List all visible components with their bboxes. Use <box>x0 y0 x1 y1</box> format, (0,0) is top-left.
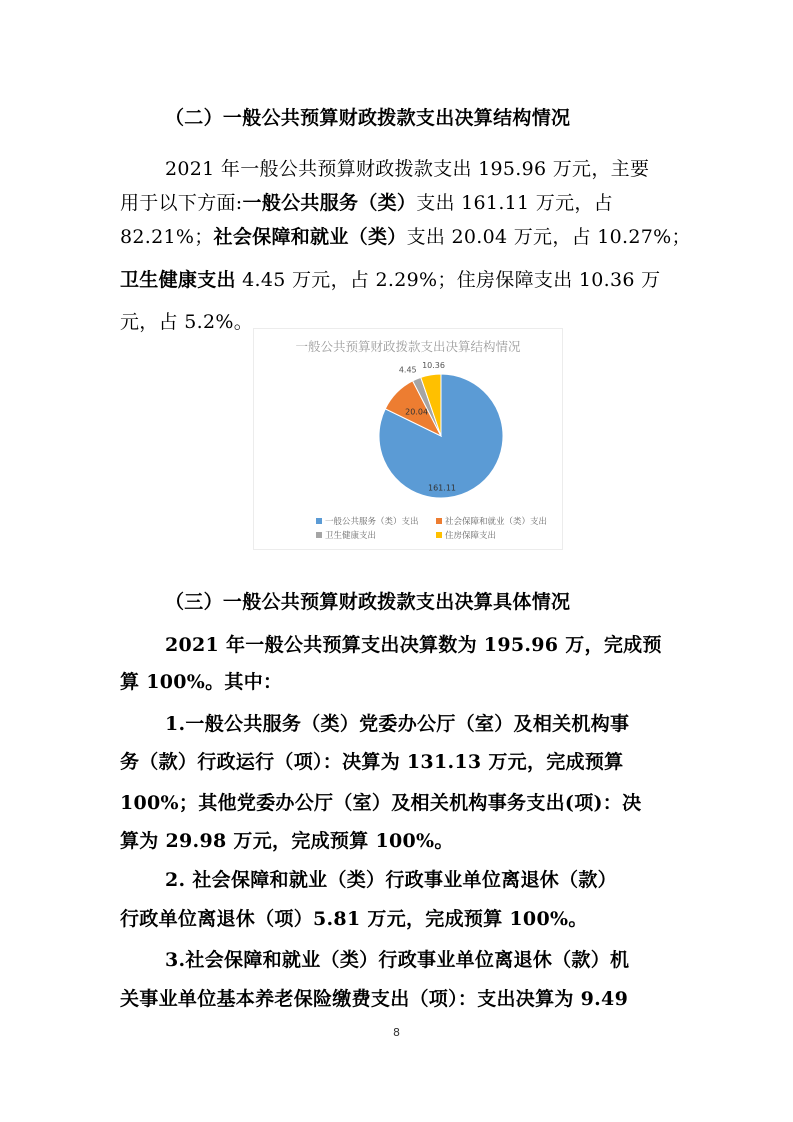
text-bold: 社会保障和就业（类） <box>213 226 407 248</box>
pie-chart <box>253 328 563 550</box>
section3-p1-line-1: 2021 年一般公共预算支出决算数为 195.96 万，完成预 <box>165 634 662 656</box>
section3-p2-line-4: 算为 29.98 万元，完成预算 100%。 <box>120 830 454 852</box>
section2-heading: （二）一般公共预算财政拨款支出决算结构情况 <box>165 107 571 129</box>
pie-data-label: 4.45 <box>398 365 417 375</box>
section3-p2-line-2: 务（款）行政运行（项）：决算为 131.13 万元，完成预算 <box>120 751 624 773</box>
legend-label: 社会保障和就业（类）支出 <box>445 517 548 527</box>
legend-swatch <box>316 532 322 538</box>
section3-p4-line-1: 3.社会保障和就业（类）行政事业单位离退休（款）机 <box>165 949 630 971</box>
text: 用于以下方面: <box>120 192 243 214</box>
section3-p2-line-1: 1.一般公共服务（类）党委办公厅（室）及相关机构事 <box>165 713 630 735</box>
legend-swatch <box>316 518 322 524</box>
legend-item-general-services <box>316 515 419 527</box>
page-number: 8 <box>393 1026 400 1039</box>
legend-label: 住房保障支出 <box>445 531 497 541</box>
legend-label: 一般公共服务（类）支出 <box>325 517 419 527</box>
pie-data-label: 20.04 <box>405 407 429 417</box>
section2-line-3 <box>120 225 691 249</box>
section3-p3-line-1: 2. 社会保障和就业（类）行政事业单位离退休（款） <box>165 869 617 891</box>
section2-line-4 <box>120 268 680 292</box>
pie-data-label: 10.36 <box>422 361 445 371</box>
legend-item-social-security <box>436 515 547 527</box>
text-bold: 一般公共服务（类） <box>242 192 417 214</box>
section2-line-2 <box>120 191 680 215</box>
section3-p1-line-2: 算 100%。其中： <box>120 671 283 693</box>
section3-p3-line-2: 行政单位离退休（项）5.81 万元，完成预算 100%。 <box>120 908 588 930</box>
legend-swatch <box>436 518 442 524</box>
section3-p2-line-3: 100%；其他党委办公厅（室）及相关机构事务支出(项)：决 <box>120 792 642 814</box>
pie-data-label: 161.11 <box>428 483 456 493</box>
legend-item-housing <box>436 529 496 541</box>
section3-heading: （三）一般公共预算财政拨款支出决算具体情况 <box>165 591 571 613</box>
legend-label: 卫生健康支出 <box>325 531 377 541</box>
section2-line-5: 元，占 5.2%。 <box>120 311 254 333</box>
text: 支出 20.04 万元，占 10.27%； <box>406 226 691 248</box>
chart-title: 一般公共预算财政拨款支出决算结构情况 <box>295 339 521 354</box>
section2-line-1: 2021 年一般公共预算财政拨款支出 195.96 万元，主要 <box>165 158 650 180</box>
legend-swatch <box>436 532 442 538</box>
legend-item-health <box>316 529 376 541</box>
section3-p4-line-2: 关事业单位基本养老保险缴费支出（项）：支出决算为 9.49 <box>120 988 629 1010</box>
text: 82.21%； <box>120 226 214 248</box>
text: 支出 161.11 万元，占 <box>416 192 613 214</box>
text-bold: 卫生健康支出 <box>120 269 236 291</box>
text: 4.45 万元，占 2.29%；住房保障支出 10.36 万 <box>235 269 661 291</box>
